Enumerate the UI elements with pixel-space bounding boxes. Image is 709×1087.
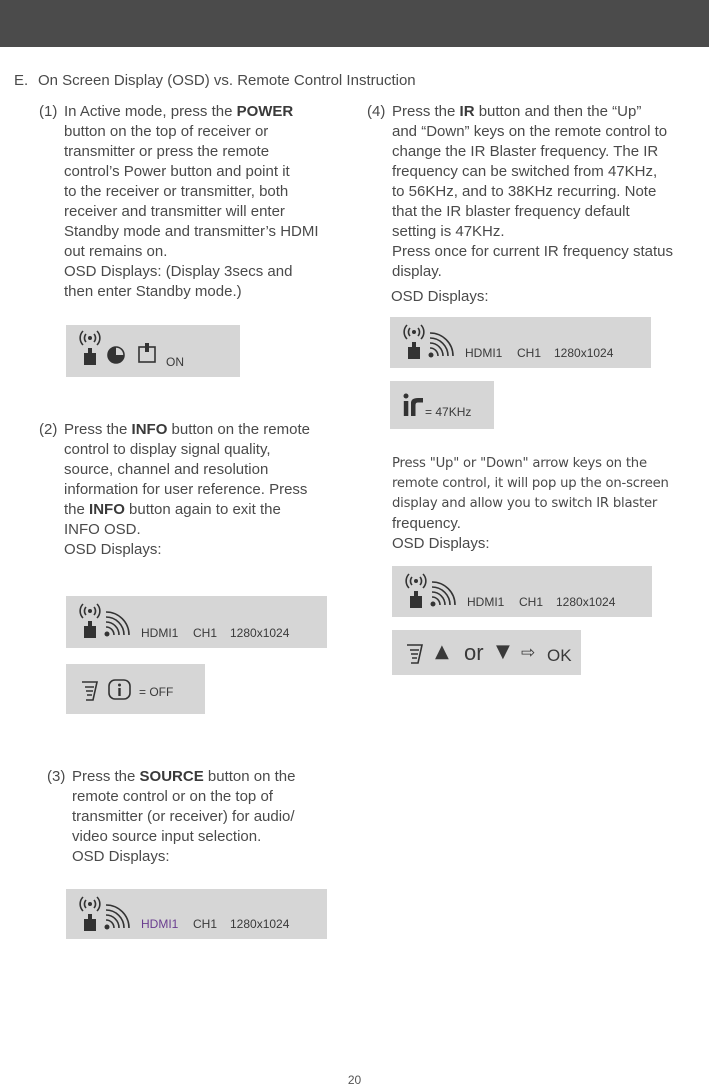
osd-ir-switch-panel — [392, 630, 581, 675]
up-arrow-icon: ▲ — [435, 641, 449, 662]
signal-quality-icon — [430, 580, 458, 608]
osd-ir-frequency-panel — [390, 381, 494, 429]
moon-standby-icon — [106, 345, 126, 365]
signal-quality-icon — [104, 903, 132, 931]
or-text: or — [464, 640, 484, 665]
osd-displays-label: OSD Displays: — [391, 288, 489, 305]
osd-displays-label-2: OSD Displays: — [392, 535, 490, 552]
item-number: (2) — [39, 421, 58, 438]
item-text: In Active mode, press the POWER button on the top of receiver or transmitter or press the remote control’s Power button and point it to the receiver or transmitter, both receiver and transmitter will enter Standby mode and transmitter’s HDMI out remains on. OSD Displays: (Display 3secs and then enter Standby mode.) — [64, 103, 319, 300]
right-arrow-icon: ⇨ — [521, 643, 536, 663]
signal-quality-icon — [104, 610, 132, 638]
item-number: (4) — [367, 103, 386, 120]
down-arrow-icon: ▼ — [496, 641, 510, 662]
osd-status: ON — [166, 355, 184, 369]
osd-source: HDMI1 — [141, 626, 179, 640]
osd-resolution: 1280x1024 — [554, 346, 614, 360]
osd-resolution: 1280x1024 — [230, 626, 290, 640]
item-text: Press the SOURCE button on the remote control or on the top of transmitter (or receiver) for audio/ video source input selection. OSD Displays: — [72, 768, 296, 865]
osd-channel: CH1 — [193, 626, 218, 640]
section-heading — [14, 72, 416, 89]
osd-ir-frequency: = 47KHz — [425, 405, 472, 419]
page-number: 20 — [347, 1073, 362, 1087]
transmitter-signal-icon — [404, 323, 424, 363]
osd-ir-info-panel — [390, 317, 651, 368]
frequency-label: frequency. — [392, 515, 461, 532]
section-letter: E. — [14, 72, 29, 89]
osd-source-highlighted: HDMI1 — [141, 917, 179, 931]
header-bar — [0, 0, 709, 47]
ok-text: OK — [547, 646, 572, 665]
transmitter-signal-icon — [80, 329, 100, 369]
signal-quality-icon — [428, 331, 456, 359]
osd-info-panel — [66, 596, 327, 648]
osd-resolution: 1280x1024 — [556, 595, 616, 609]
remote-control-icon — [405, 643, 425, 665]
transmitter-signal-icon — [80, 602, 100, 642]
osd-channel: CH1 — [517, 346, 542, 360]
ir-icon — [403, 393, 427, 419]
osd-info-off-panel — [66, 664, 205, 714]
transmitter-signal-icon — [80, 895, 100, 935]
section-title: On Screen Display (OSD) vs. Remote Control Instruction — [38, 72, 416, 89]
item-number: (3) — [47, 768, 66, 785]
remote-control-icon — [80, 680, 100, 702]
press-up-down-text: Press "Up" or "Down" arrow keys on the remote control, it will pop up the on-screen display and allow you to switch IR blaster — [392, 456, 669, 511]
osd-power-panel — [66, 325, 240, 377]
info-icon — [108, 679, 132, 701]
osd-channel: CH1 — [193, 917, 218, 931]
osd-channel: CH1 — [519, 595, 544, 609]
item-number: (1) — [39, 103, 58, 120]
item-text: Press the IR button and then the “Up” and “Down” keys on the remote control to change the IR Blaster frequency. The IR frequency can be switched from 47KHz, to 56KHz, and to 38KHz recurring. Note that the IR blaster frequency default setting is 47KHz. Press once for current IR frequency status display. — [392, 103, 673, 280]
osd-resolution: 1280x1024 — [230, 917, 290, 931]
transmitter-signal-icon — [406, 572, 426, 612]
item-text: Press the INFO button on the remote control to display signal quality, source, channel and resolution information for user reference. Press the INFO button again to exit the INFO OSD. OSD Displays: — [64, 421, 310, 558]
osd-source: HDMI1 — [465, 346, 503, 360]
osd-ir-info-panel-2 — [392, 566, 652, 617]
osd-source-panel — [66, 889, 327, 939]
osd-source: HDMI1 — [467, 595, 505, 609]
osd-status: = OFF — [139, 685, 174, 699]
power-button-icon — [136, 342, 158, 364]
